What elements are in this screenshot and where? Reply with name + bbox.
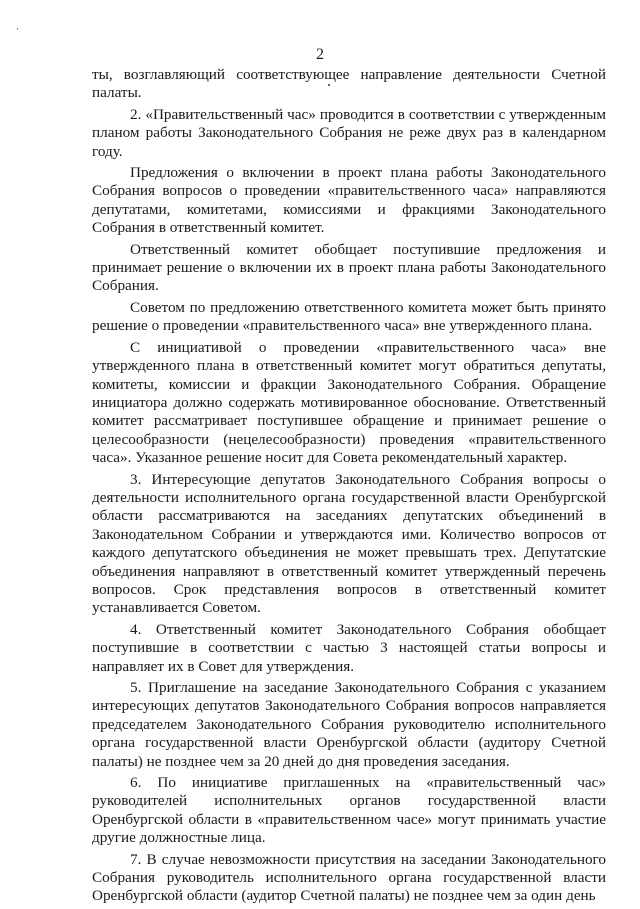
paragraph-council-decision: Советом по предложению ответственного комитета может быть принято решение о проведении «правительственного часа» вне утвержденного плана. (92, 298, 606, 335)
paragraph-initiative: С инициативой о проведении «правительственного часа» вне утвержденного плана в ответственный комитет могут обратиться депутаты, комитеты, комиссии и фракции Законодательного Собрания. Обращение инициатора должно содержать мотивированное обоснование. Ответственный комитет рассматривает поступившее обращение и принимает решение о целесообразности (нецелесообразности) проведения «правительственного часа». Указанное решение носит для Совета рекомендательный характер. (92, 338, 606, 467)
paragraph-item-4: 4. Ответственный комитет Законодательного Собрания обобщает поступившие в соответствии с частью 3 настоящей статьи вопросы и направляет их в Совет для утверждения. (92, 620, 606, 675)
page-number: 2 (316, 46, 324, 63)
paragraph-item-5: 5. Приглашение на заседание Законодательного Собрания с указанием интересующих депутатов Законодательного Собрания вопросов направляется председателем Законодательного Собрания руководителю исполнительного органа государственной власти Оренбургской области (аудитору Счетной палаты) не позднее чем за 20 дней до дня проведения заседания. (92, 679, 606, 770)
document-body (92, 66, 606, 909)
paragraph-item-7: 7. В случае невозможности присутствия на заседании Законодательного Собрания руководитель исполнительного органа государственной власти Оренбургской области (аудитор Счетной палаты) не позднее чем за один день (92, 850, 606, 905)
paragraph-item-6: 6. По инициативе приглашенных на «правительственный час» руководителей исполнительных органов государственной власти Оренбургской области в «правительственном часе» могут принимать участие другие должностные лица. (92, 774, 606, 847)
paragraph-committee-decision: Ответственный комитет обобщает поступившие предложения и принимает решение о включении их в проект плана работы Законодательного Собрания. (92, 240, 606, 295)
paragraph-item-2: 2. «Правительственный час» проводится в соответствии с утвержденным планом работы Законодательного Собрания не реже двух раз в календарном году. (92, 105, 606, 160)
scan-edge-mark (17, 28, 18, 30)
paragraph-continuation: ты, возглавляющий соответствующее направление деятельности Счетной палаты. (92, 66, 606, 102)
paragraph-item-3: 3. Интересующие депутатов Законодательного Собрания вопросы о деятельности исполнительного органа государственной власти Оренбургской области рассматриваются на заседаниях депутатских объединений в Законодательном Собрании и утверждаются ими. Количество вопросов от каждого депутатского объединения не может превышать трех. Депутатские объединения направляют в ответственный комитет утвержденный перечень вопросов. Срок представления вопросов в ответственный комитет устанавливается Советом. (92, 470, 606, 617)
paragraph-proposals: Предложения о включении в проект плана работы Законодательного Собрания вопросов о проведении «правительственного часа» направляются депутатами, комитетами, комиссиями и фракциями Законодательного Собрания в ответственный комитет. (92, 164, 606, 237)
